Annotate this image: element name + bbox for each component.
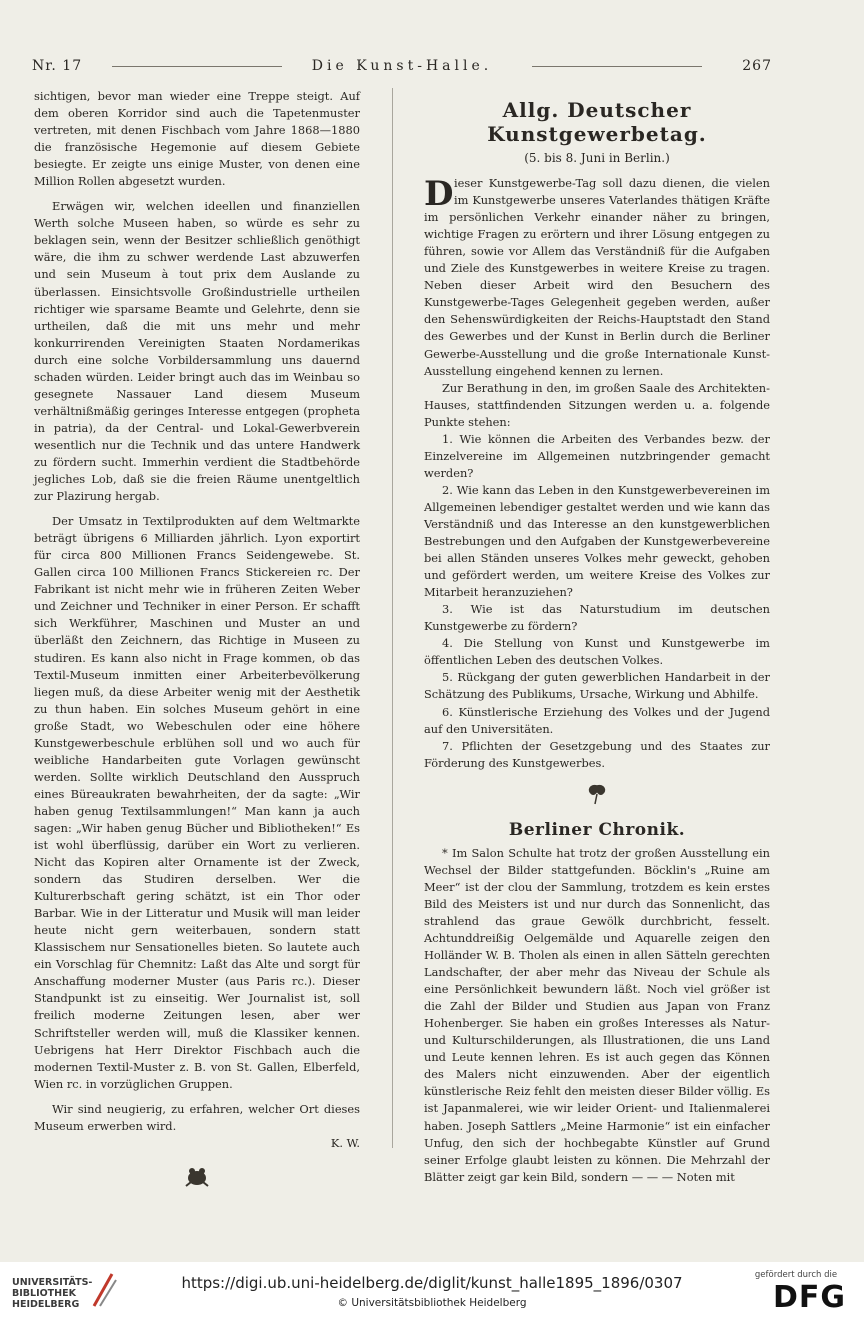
chronik-heading: Berliner Chronik.	[508, 819, 686, 840]
leaf-ornament-icon	[424, 782, 770, 808]
left-column	[34, 88, 360, 1194]
intro-text: ieser Kunstgewerbe-Tag soll dazu dienen, die vielen im Kunstgewerbe unseres Vaterlandes thätigen Kräfte im persönlichen Verkehr einander näher zu bringen, wichtige Fragen zu erörtern und ihrer Lösung entgegen zu führen, sowie vor Allem das Verständniß für die Aufgaben und Ziele des Kunstgewerbes in weitere Kreise zu tragen. Neben dieser Arbeit wird den Besuchern des Kunstgewerbe-Tages Gelegenheit gegeben werden, außer den Sehenswürdigkeiten der Reichs-Hauptstadt den Stand des Gewerbes und der Kunst in Berlin durch die Berliner Gewerbe-Ausstellung und die große Internationale Kunst-Ausstellung eingehend kennen zu lernen.	[424, 176, 770, 378]
chronik-paragraph: * Im Salon Schulte hat trotz der großen Ausstellung ein Wechsel der Bilder stattgefunden. Böcklin's „Ruine am Meer“ ist der clou der Sammlung, trotzdem es kein erstes Bild des Meisters ist und nur durch das Sonnenlicht, das strahlend das graue Gewölk durchbricht, fesselt. Achtunddreißig Oelgemälde und Aquarelle zeigen den Holländer W. B. Tholen als einen in allen Sätteln gerechten Landschafter, der aber mehr das Niveau der Schule als eine Persönlichkeit bewundern läßt. Noch viel größer ist die Zahl der Bilder und Studien aus Japan von Franz Hohenberger. Sie haben ein großes Interesses als Natur- und Kulturschilderungen, als Illustrationen, die uns Land und Leute kennen lehren. Es ist auch gegen das Können des Malers nicht einzuwenden. Aber der eigentlich künstlerische Reiz fehlt den meisten dieser Bilder völlig. Es ist Japanmalerei, wie wir leider Orient- und Italienmalerei haben. Joseph Sattlers „Meine Harmonie“ ist ein einfacher Unfug, den sich der hochbegabte Künstler auf Grund seiner Erfolge glaubt leisten zu können. Die Mehrzahl der Blätter zeigt gar kein Bild, sondern — — — Noten mit	[424, 845, 770, 1184]
document-url-link[interactable]: https://digi.ub.uni-heidelberg.de/diglit/kunst_halle1895_1896/0307	[181, 1274, 683, 1292]
copyright-notice: © Universitätsbibliothek Heidelberg	[337, 1297, 527, 1309]
agenda-item: 4. Die Stellung von Kunst und Kunstgewerbe im öffentlichen Leben des deutschen Volkes.	[424, 636, 770, 668]
dfg-logo: DFG	[772, 1280, 846, 1315]
page-header	[32, 52, 772, 82]
library-line: HEIDELBERG	[12, 1299, 80, 1310]
column-divider	[392, 88, 393, 1148]
left-paragraph: Der Umsatz in Textilprodukten auf dem Weltmarkte beträgt übrigens 6 Milliarden jährlich. Lyon exportirt für circa 800 Millionen Francs Seidengewebe. St. Gallen circa 100 Millionen Francs Stickereien rc. Der Fabrikant ist nicht mehr wie in früheren Zeiten Weber und Zeichner und Techniker in einer Person. Er schafft sich Werkführer, Maschinen und Muster an und überläßt den Zeichnern, das Richtige in Museen zu studiren. Es kann also nicht in Frage kommen, ob das Textil-Museum inmitten einer Arbeiterbevölkerung liegen muß, da diese Arbeiter wenig mit der Aesthetik zu thun haben. Ein solches Museum gehört in eine große Stadt, wo Webeschulen oder eine höhere Kunstgewerbeschule erblühen soll und wo auch für weibliche Handarbeiten gute Vorlagen gewünscht werden. Sollte wirklich Deutschland den Ausspruch eines Büreaukraten bewahrheiten, der da sagte: „Wir haben genug Textilsammlungen!“ Man kann ja auch sagen: „Wir haben genug Bücher und Bibliotheken!“ Es ist wohl überflüssig, darüber ein Wort zu verlieren. Nicht das Kopiren alter Ornamente ist der Zweck, sondern das Studiren derselben. Wer die Kulturerbschaft gering schätzt, ist ein Thor oder Barbar. Wie in der Litteratur und Musik will man leider heute nicht gern weiterbauen, sondern statt Klassischem nur Sensationelles bieten. So lautete auch ein Vorschlag für Chemnitz: Laßt das Alte und sorgt für Anschaffung moderner Muster (aus Paris rc.). Dieser Standpunkt ist zu einseitig. Wer Journalist ist, soll freilich moderne Zeitungen lesen, aber wer Schriftsteller werden will, muß die Klassiker kennen. Uebrigens hat Herr Direktor Fischbach auch die modernen Textil-Muster z. B. von St. Gallen, Elberfeld, Wien rc. in vorzüglichen Gruppen.	[34, 514, 360, 1091]
agenda-item: 2. Wie kann das Leben in den Kunstgewerbevereinen im Allgemeinen lebendiger gestaltet werden und wie kann das Verständniß und das Interesse an den kunstgewerblichen Bestrebungen und den Aufgaben der Kunstgewerbevereine bei allen Ständen unseres Volkes mehr geweckt, gehoben und gefördert werden, um weitere Kreise des Volkes zur Mitarbeit heranzuziehen?	[424, 482, 770, 600]
signature: K. W.	[330, 1135, 360, 1150]
intro-paragraph	[424, 175, 770, 380]
article-subheading: (5. bis 8. Juni in Berlin.)	[524, 151, 670, 165]
left-paragraph: Wir sind neugierig, zu erfahren, welcher Ort dieses Museum erwerben wird.	[34, 1101, 360, 1133]
drop-cap: D	[424, 174, 454, 215]
frog-ornament-icon	[34, 1162, 360, 1194]
agenda-item: 7. Pflichten der Gesetzgebung und des Staates zur Förderung des Kunstgewerbes.	[424, 738, 770, 770]
agenda-item: 5. Rückgang der guten gewerblichen Handarbeit in der Schätzung des Publikums, Ursache, Wirkung und Abhilfe.	[424, 670, 770, 702]
funding-note: gefördert durch die	[754, 1270, 838, 1280]
page-number: 267	[742, 58, 772, 74]
right-paragraph: Zur Berathung in den, im großen Saale des Architekten-Hauses, stattfindenden Sitzungen werden u. a. folgende Punkte stehen:	[424, 380, 770, 429]
article-heading: Allg. Deutscher Kunstgewerbetag.	[487, 98, 707, 146]
journal-title: Die Kunst-Halle.	[311, 58, 493, 74]
right-column	[424, 88, 770, 1186]
library-line: BIBLIOTHEK	[12, 1288, 76, 1299]
header-rule-right	[532, 66, 702, 67]
left-paragraph: Erwägen wir, welchen ideellen und finanziellen Werth solche Museen haben, so würde es sehr zu beklagen sein, wenn der Besitzer schließlich genöthigt wäre, die ihm zu schwer werdende Last abzuwerfen und sein Museum à tout prix dem Auslande zu überlassen. Einsichtsvolle Großindustrielle urtheilen richtiger wie sparsame Beamte und Gelehrte, denn sie urtheilen, daß die mit uns mehr und mehr konkurrirenden Vereinigten Staaten Nordamerikas durch eine solche Vorbildersammlung uns dauernd schaden würden. Leider bringt auch das im Weinbau so gesegnete Nassauer Land diesem Museum verhältnißmäßig geringes Interesse entgegen (propheta in patria), da der Central- und Lokal-Gewerbverein wesentlich nur die Technik und das untere Handwerk zu fördern sucht. Immerhin verdient die Stadtbehörde jegliches Lob, daß sie die freien Räume unentgeltlich zur Plazirung hergab.	[34, 199, 360, 504]
agenda-item: 1. Wie können die Arbeiten des Verbandes bezw. der Einzelvereine im Allgemeinen nutzbringender gemacht werden?	[424, 431, 770, 480]
library-line: UNIVERSITÄTS-	[12, 1277, 93, 1288]
agenda-item: 6. Künstlerische Erziehung des Volkes und der Jugend auf den Universitäten.	[424, 704, 770, 736]
agenda-item: 3. Wie ist das Naturstudium im deutschen Kunstgewerbe zu fördern?	[424, 602, 770, 634]
left-paragraph: sichtigen, bevor man wieder eine Treppe steigt. Auf dem oberen Korridor sind auch die Tapetenmuster vertreten, mit denen Fischbach vom Jahre 1868—1880 die französische Hegemonie auf diesem Gebiete besiegte. Er zeigte uns einige Muster, von denen eine Million Rollen abgesetzt wurden.	[34, 89, 360, 189]
issue-number: Nr. 17	[32, 58, 83, 74]
viewer-footer	[0, 1262, 864, 1322]
